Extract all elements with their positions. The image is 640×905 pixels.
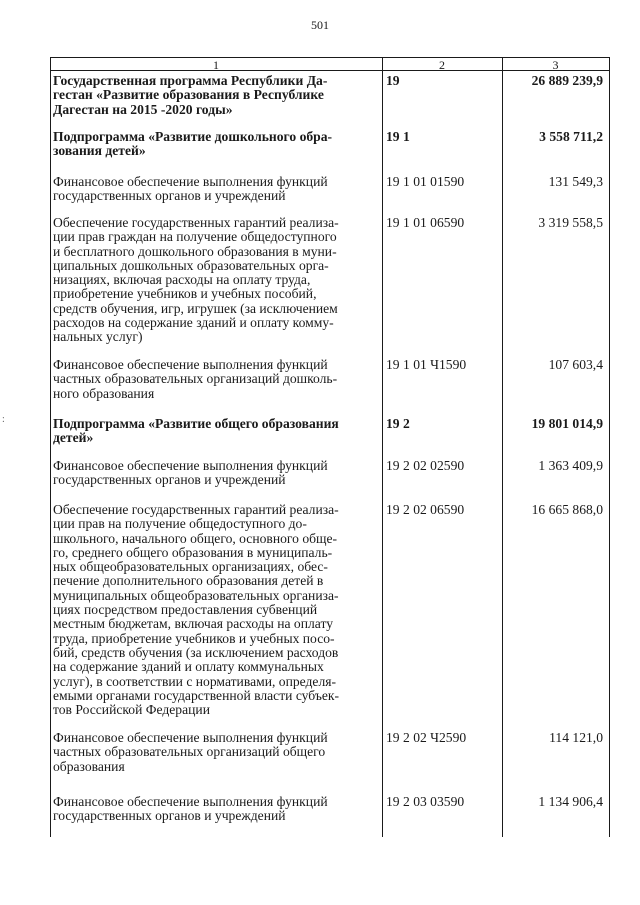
row-code: 19 xyxy=(386,73,400,88)
row-name-line: низациях, включая расходы на оплату труда, xyxy=(53,272,311,288)
row-name-line: Финансовое обеспечение выполнения функций xyxy=(53,174,328,189)
row-name-line: ципальных дошкольных образовательных орга- xyxy=(53,257,329,273)
row-name-line: Финансовое обеспечение выполнения функций xyxy=(53,357,328,372)
row-name-line: зования детей» xyxy=(53,143,146,159)
row-name-line: бий, средств обучения (за исключением расходов xyxy=(53,644,339,660)
row-sum: 1 363 409,9 xyxy=(538,458,603,473)
row-name-line: муниципальных общеобразовательных организа- xyxy=(53,587,339,603)
row-code: 19 2 02 06590 xyxy=(386,502,465,517)
row-name-line: государственных органов и учреждений xyxy=(53,808,286,824)
row-sum: 16 665 868,0 xyxy=(531,502,603,517)
row-name-line: Дагестан на 2015 -2020 годы» xyxy=(53,101,233,117)
row-name-line: ных общеобразовательных организациях, обес- xyxy=(53,559,328,575)
row-name-line: частных образовательных организаций общего xyxy=(53,744,326,760)
row-name-line: местным бюджетам, включая расходы на оплату xyxy=(53,616,334,632)
row-name-line: государственных органов и учреждений xyxy=(53,472,286,488)
row-name xyxy=(53,175,378,204)
row-name-line: государственных органов и учреждений xyxy=(53,188,286,204)
row-name-line: и бесплатного дошкольного образования в муни- xyxy=(53,243,337,259)
row-sum: 3 558 711,2 xyxy=(539,129,603,144)
row-name-line: средств обучения, игр, игрушек (за исключением xyxy=(53,300,338,316)
row-sum: 26 889 239,9 xyxy=(531,73,603,88)
row-code: 19 2 03 03590 xyxy=(386,794,465,809)
row-sum: 114 121,0 xyxy=(549,730,603,745)
row-name-line: Финансовое обеспечение выполнения функций xyxy=(53,794,328,809)
row-name-line: Обеспечение государственных гарантий реализа- xyxy=(53,215,339,230)
row-sum: 107 603,4 xyxy=(548,357,603,372)
row-name-line: Финансовое обеспечение выполнения функций xyxy=(53,730,328,745)
row-name-line: расходов на содержание зданий и оплату комму- xyxy=(53,315,334,331)
row-name-line: школьного, начального общего, основного обще- xyxy=(53,530,338,546)
row-name-line: услуг), в соответствии с нормативами, определя- xyxy=(53,673,337,689)
row-name-line: Финансовое обеспечение выполнения функций xyxy=(53,458,328,473)
row-name-line: тов Российской Федерации xyxy=(53,702,210,718)
table-rule-right xyxy=(609,57,610,837)
table-rule-col3 xyxy=(502,57,503,837)
row-code: 19 2 02 02590 xyxy=(386,458,465,473)
row-sum: 3 319 558,5 xyxy=(538,215,603,230)
row-name-line: ного образования xyxy=(53,385,155,401)
row-name xyxy=(53,130,378,159)
row-name-line: емыми органами государственной власти субъек- xyxy=(53,687,340,703)
row-code: 19 1 01 06590 xyxy=(386,215,465,230)
row-name-line: циях посредством предоставления субвенций xyxy=(53,602,318,618)
row-name-line: печение дополнительного образования детей в xyxy=(53,573,324,589)
row-code: 19 1 xyxy=(386,129,410,144)
column-header-1: 1 xyxy=(213,58,219,72)
row-name-line: Обеспечение государственных гарантий реализа- xyxy=(53,502,339,517)
row-name xyxy=(53,731,378,774)
row-name-line: Государственная программа Республики Да- xyxy=(53,73,328,88)
budget-table xyxy=(50,57,610,837)
row-name xyxy=(53,216,378,345)
row-code: 19 1 01 Ч1590 xyxy=(386,357,467,372)
row-name-line: ции прав граждан на получение общедоступного xyxy=(53,229,337,245)
row-name-line: детей» xyxy=(53,430,94,446)
page-number: 501 xyxy=(311,18,329,32)
row-name-line: на содержание зданий и оплату коммунальных xyxy=(53,659,324,675)
row-sum: 131 549,3 xyxy=(548,174,603,189)
margin-mark: : xyxy=(2,414,5,425)
row-name-line: Подпрограмма «Развитие общего образования xyxy=(53,416,339,431)
row-name-line: труда, приобретение учебников и учебных посо- xyxy=(53,630,335,646)
row-name-line: частных образовательных организаций дошколь- xyxy=(53,371,338,387)
row-name-line: Подпрограмма «Развитие дошкольного обра- xyxy=(53,129,333,144)
row-name-line: нальных услуг) xyxy=(53,329,143,345)
table-rule-col2 xyxy=(382,57,383,837)
row-name xyxy=(53,503,378,717)
row-name xyxy=(53,795,378,824)
column-header-2: 2 xyxy=(439,58,445,72)
column-header-3: 3 xyxy=(552,58,559,72)
row-code: 19 1 01 01590 xyxy=(386,174,465,189)
row-name xyxy=(53,459,378,488)
row-name xyxy=(53,358,378,401)
row-sum: 1 134 906,4 xyxy=(538,794,603,809)
row-name-line: ции прав на получение общедоступного до- xyxy=(53,516,307,532)
row-name xyxy=(53,74,378,117)
table-rule-left xyxy=(50,57,51,837)
row-name-line: го, среднего общего образования в муниципаль- xyxy=(53,544,333,560)
row-code: 19 2 02 Ч2590 xyxy=(386,730,467,745)
row-code: 19 2 xyxy=(386,416,410,431)
row-sum: 19 801 014,9 xyxy=(531,416,603,431)
row-name xyxy=(53,417,378,446)
row-name-line: гестан «Развитие образования в Республике xyxy=(53,87,324,103)
row-name-line: приобретение учебников и учебных пособий, xyxy=(53,286,317,302)
row-name-line: образования xyxy=(53,758,125,774)
